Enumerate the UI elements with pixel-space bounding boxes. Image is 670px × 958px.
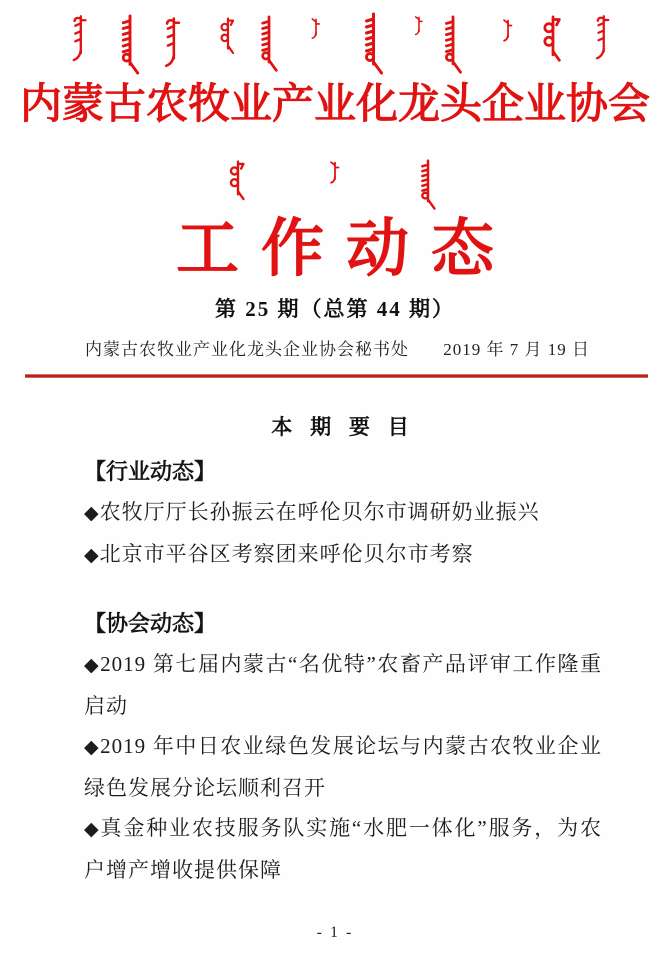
section-title-association: 【协会动态】 bbox=[84, 611, 217, 636]
publisher-row bbox=[0, 339, 670, 361]
mongolian-script-subtitle-row-icon bbox=[185, 158, 485, 212]
diamond-bullet-icon: ◆ bbox=[84, 545, 100, 566]
toc-item-text: 2019 第七届内蒙古“名优特”农畜产品评审工作隆重启动 bbox=[84, 652, 602, 718]
diamond-bullet-icon: ◆ bbox=[84, 737, 101, 758]
diamond-bullet-icon: ◆ bbox=[84, 503, 100, 524]
toc-item-text: 真金种业农技服务队实施“水肥一体化”服务，为农户增产增收提供保障 bbox=[84, 816, 603, 882]
mongolian-script-top-row-icon bbox=[0, 6, 670, 76]
association-name: 内蒙古农牧业产业化龙头企业协会 bbox=[19, 82, 650, 128]
table-of-contents bbox=[0, 414, 670, 890]
toc-item-text: 农牧厅厅长孙振云在呼伦贝尔市调研奶业振兴 bbox=[99, 500, 540, 524]
masthead bbox=[0, 6, 670, 378]
publish-date: 2019 年 7 月 19 日 bbox=[443, 340, 590, 359]
section-title-industry: 【行业动态】 bbox=[84, 459, 217, 484]
page-footer bbox=[0, 924, 670, 942]
red-divider-rule bbox=[25, 374, 648, 378]
toc-item-text: 北京市平谷区考察团来呼伦贝尔市考察 bbox=[99, 542, 474, 566]
publisher-name: 内蒙古农牧业产业化龙头企业协会秘书处 bbox=[85, 340, 409, 359]
issue-number-line: 第 25 期（总第 44 期） bbox=[215, 297, 455, 321]
toc-item bbox=[84, 492, 602, 534]
page-number: - 1 - bbox=[316, 924, 354, 941]
section-association-news bbox=[84, 604, 602, 890]
bulletin-title: 工作动态 bbox=[176, 214, 516, 284]
diamond-bullet-icon: ◆ bbox=[84, 655, 101, 676]
toc-item-text: 2019 年中日农业绿色发展论坛与内蒙古农牧业企业绿色发展分论坛顺利召开 bbox=[84, 734, 603, 800]
contents-heading: 本 期 要 目 bbox=[271, 416, 415, 439]
document-page bbox=[0, 6, 670, 958]
toc-item bbox=[84, 644, 602, 726]
toc-item bbox=[84, 808, 602, 890]
diamond-bullet-icon: ◆ bbox=[84, 819, 101, 840]
toc-item bbox=[84, 726, 602, 808]
section-industry-news bbox=[84, 452, 602, 576]
toc-item bbox=[84, 534, 602, 576]
